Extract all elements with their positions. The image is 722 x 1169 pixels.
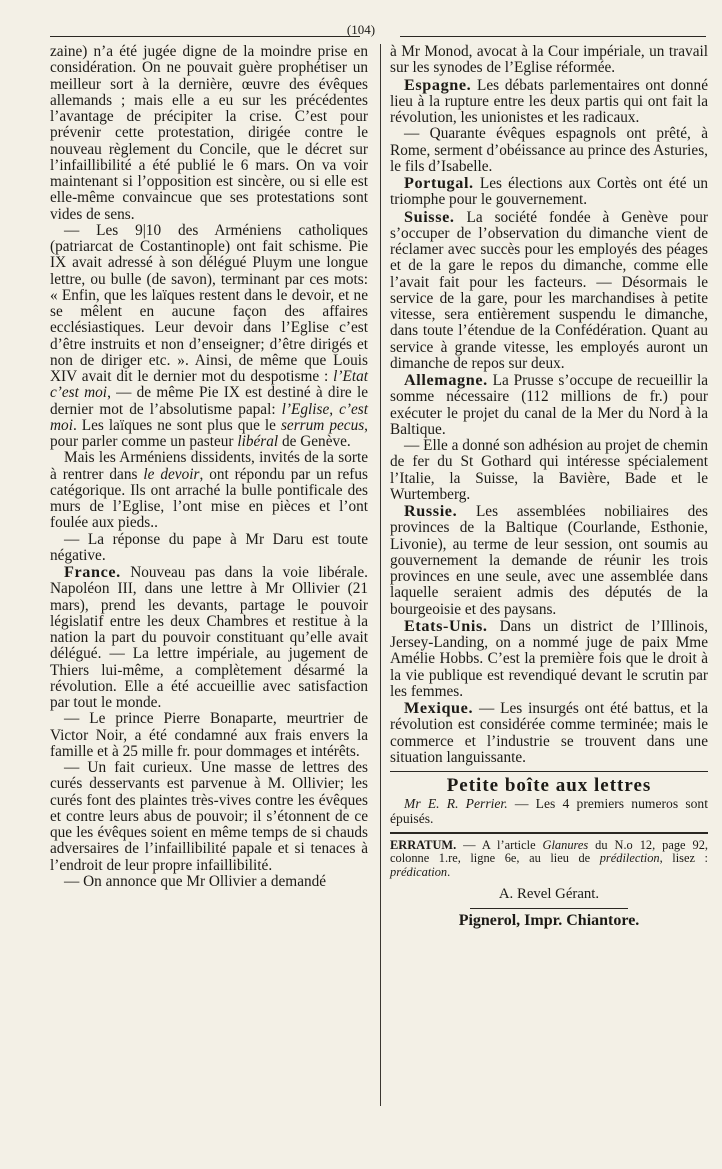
text-run: Les débats parlementaires ont donné lieu à la rupture entre les deux partis qui ont fait la révolution, les unionistes et les radicaux. [390,76,708,126]
country-heading-portugal: Portugal. [404,174,474,192]
gerant-signature: A. Revel Gérant. [498,886,600,903]
paragraph-fait-curieux: — Un fait curieux. Une masse de lettres des curés desservants est parvenue à M. Ollivier; les curés font des plaintes très-vives contre les évêques et contre leurs abus de pouvoir; il s’étonnent de ce que les évêques soient en même temps de si chauds adversaires de l’infaillibilité papale et si tenaces à l’endroit de leur propre infaillibilité. [50,759,368,874]
header-rule-right [400,36,706,37]
italic-run: Glanures [542,838,589,852]
text-run: Mais les Arméniens dissidents, invités de la sorte à rentrer dans [50,449,368,483]
erratum-notice [390,832,708,879]
paragraph-espagne [390,77,708,127]
paragraph-etats-unis [390,618,708,700]
italic-run: serrum pecus [280,416,365,434]
country-heading-france: France. [64,563,121,581]
country-heading-allemagne: Allemagne. [404,371,488,389]
paragraph-mexique [390,700,708,766]
paragraph-allemagne [390,372,708,438]
paragraph-gothard: — Elle a donné son adhésion au projet de chemin de fer du St Gothard qui intéresse spécialement l’Italie, la Suisse, la Bavière, Bade et le Wurtemberg. [390,437,708,503]
page-number-value: 104 [351,22,371,37]
text-run: Les élections aux Cortès ont été un triomphe pour le gouvernement. [390,175,708,209]
italic-run: prédication [390,864,448,879]
country-heading-suisse: Suisse. [404,207,455,226]
text-run: Les assemblées nobiliaires des provinces de la Baltique (Courlande, Esthonie, Livonie), au terme de leur session, ont soumis au gouvernement la demande de réunir les trois provinces en une seule, avec une assemblée dans laquelle seraient admis des députés de la bourgeoisie et des paysans. [390,503,708,618]
text-run: . [447,864,451,879]
text-run: , lisez : [659,851,708,866]
text-run: — Les insurgés ont été battus, et la révolution est considérée comme terminée; mais le commerce et l’industrie se trouvent dans une situation languissante. [390,700,708,766]
text-run: La société fondée à Genève pour s’occuper de l’observation du dimanche vient de réclamer avec succès pour les employés des péages et de la gare le repos du dimanche, comme elle l’avait fait pour les facteurs. — Désormais le service de la gare, pour les marchandises à petite vitesse, sera entièrement suspendu le dimanche, dans toute l’étendue de la Confédération. Quant au service à grande vitesse, les employés auront un dimanche de repos sur deux. [390,208,708,372]
footer-rule [470,908,628,909]
country-heading-mexique: Mexique. [404,699,474,717]
printer-line: Pignerol, Impr. Chiantore. [458,912,640,930]
italic-run: l’Eglise, c’est moi [50,400,368,434]
mailbox-addressee: Mr E. R. Perrier. [404,796,508,811]
italic-run: prédilection [599,851,660,866]
text-run: de Genève. [278,433,351,450]
paragraph-ollivier: — On annonce que Mr Ollivier a demandé [64,872,327,890]
italic-run: l’Etat c’est moi [50,368,368,402]
text-run: du N.o 12, page 92, colonne 1.re, ligne 6e, au lieu de [390,838,708,866]
text-run: , pour parler comme un pasteur [50,416,368,450]
left-column [50,44,368,890]
paragraph-bonaparte: — Le prince Pierre Bonaparte, meurtrier de Victor Noir, a été condamné aux frais envers la famille et à 25 mille fr. pour dommages et intérêts. [50,710,368,760]
paragraph-opposition: zaine) n’a été jugée digne de la moindre prise en considération. On ne pouvait guère prophétiser un meilleur sort à la dernière, œuvre des évêques allemands ; mais elle a eu sur les précédentes l’avantage de précipiter la crise. C’est pour prévenir cette protestation, dirigée contre le nouveau règlement du Concile, que le décret sur l’infaillibilité a été publié le 6 mars. On va voir maintenant si l’opposition est sincère, ou si elle est elle-même convaincue que ses protestations sont vides de sens. [50,43,368,223]
paragraph-daru: — La réponse du pape à Mr Daru est toute négative. [50,530,368,564]
paragraph-dissidents [50,450,368,531]
text-run: . Les laïques ne sont plus que le [72,416,276,434]
column-divider [380,44,381,1106]
right-column [390,44,708,930]
text-run: Nouveau pas dans la voie libérale. Napoléon III, dans une lettre à Mr Ollivier (21 mars), prend les devants, partage le pouvoir législatif entre les deux Chambres et restitue à la nation la part du pouvoir constituant qu’elle avait délégué. — La lettre impériale, au jugement de Thiers lui-même, a complètement désarmé la révolution. Elle a été accueillie avec satisfaction par tout le monde. [50,564,368,711]
country-heading-etats-unis: Etats-Unis. [404,616,488,635]
paragraph-suisse [390,209,708,373]
text-run: , — de même Pie IX est destiné à dire le dernier mot de l’absolutisme papal: [50,384,368,418]
italic-run: le devoir [143,465,200,483]
text-run: — Les 4 premiers numeros sont épuisés. [390,796,708,826]
country-heading-espagne: Espagne. [404,75,472,94]
paragraph-russie [390,503,708,618]
text-run: — A l’article [456,838,543,852]
text-run: — Les 9|10 des Arméniens catholiques (patriarcat de Costantinople) ont fait schisme. Pie IX avait adressé à son délégué Pluym une longue lettre, ou bulle (de savon), terminant par ces mots: « Enfin, que les laïques restent dans le devoir, et ne se mêlent en aucune façon des affaires ecclésiastiques. Leur devoir dans l’Eglise c’est d’être instruits et non d’enseigner; d’être dirigés et non de diriger etc. ». Ainsi, de même que Louis XIV avait dit le dernier mot du despotisme : [50,221,368,385]
text-run: , ont répondu par un refus catégorique. Ils ont arraché la bulle pontificale des murs de l’Eglise, l’ont mise en pièces et l’ont foulée aux pieds.. [50,465,368,532]
header-rule-left [50,36,360,37]
paragraph-monod: à Mr Monod, avocat à la Cour impériale, un travail sur les synodes de l’Eglise réformée. [390,43,708,77]
text-run: Dans un district de l’Illinois, Jersey-Landing, on a nommé juge de paix Mme Amélie Hobbs. C’est la première fois que le droit à la vie publique est revendiqué devant le scrutin par les femmes. [390,617,708,700]
page-number: (104) [346,22,376,37]
italic-run: libéral [237,433,279,450]
paragraph-eveques-espagnols: — Quarante évêques espagnols ont prêté, à Rome, serment d’obéissance au prince des Asturies, le fils d’Isabelle. [390,125,708,175]
paragraph-france [50,564,368,711]
text-run: La Prusse s’occupe de recueillir la somme nécessaire (112 millions de fr.) pour exécuter le projet du canal de la Mer du Nord à la Baltique. [390,372,708,438]
paragraph-portugal [390,175,708,209]
paragraph-armeniens [50,223,368,451]
mailbox-text [390,796,708,826]
mailbox-heading: Petite boîte aux lettres [390,771,708,796]
country-heading-russie: Russie. [404,502,458,520]
erratum-label: ERRATUM. [390,838,457,852]
